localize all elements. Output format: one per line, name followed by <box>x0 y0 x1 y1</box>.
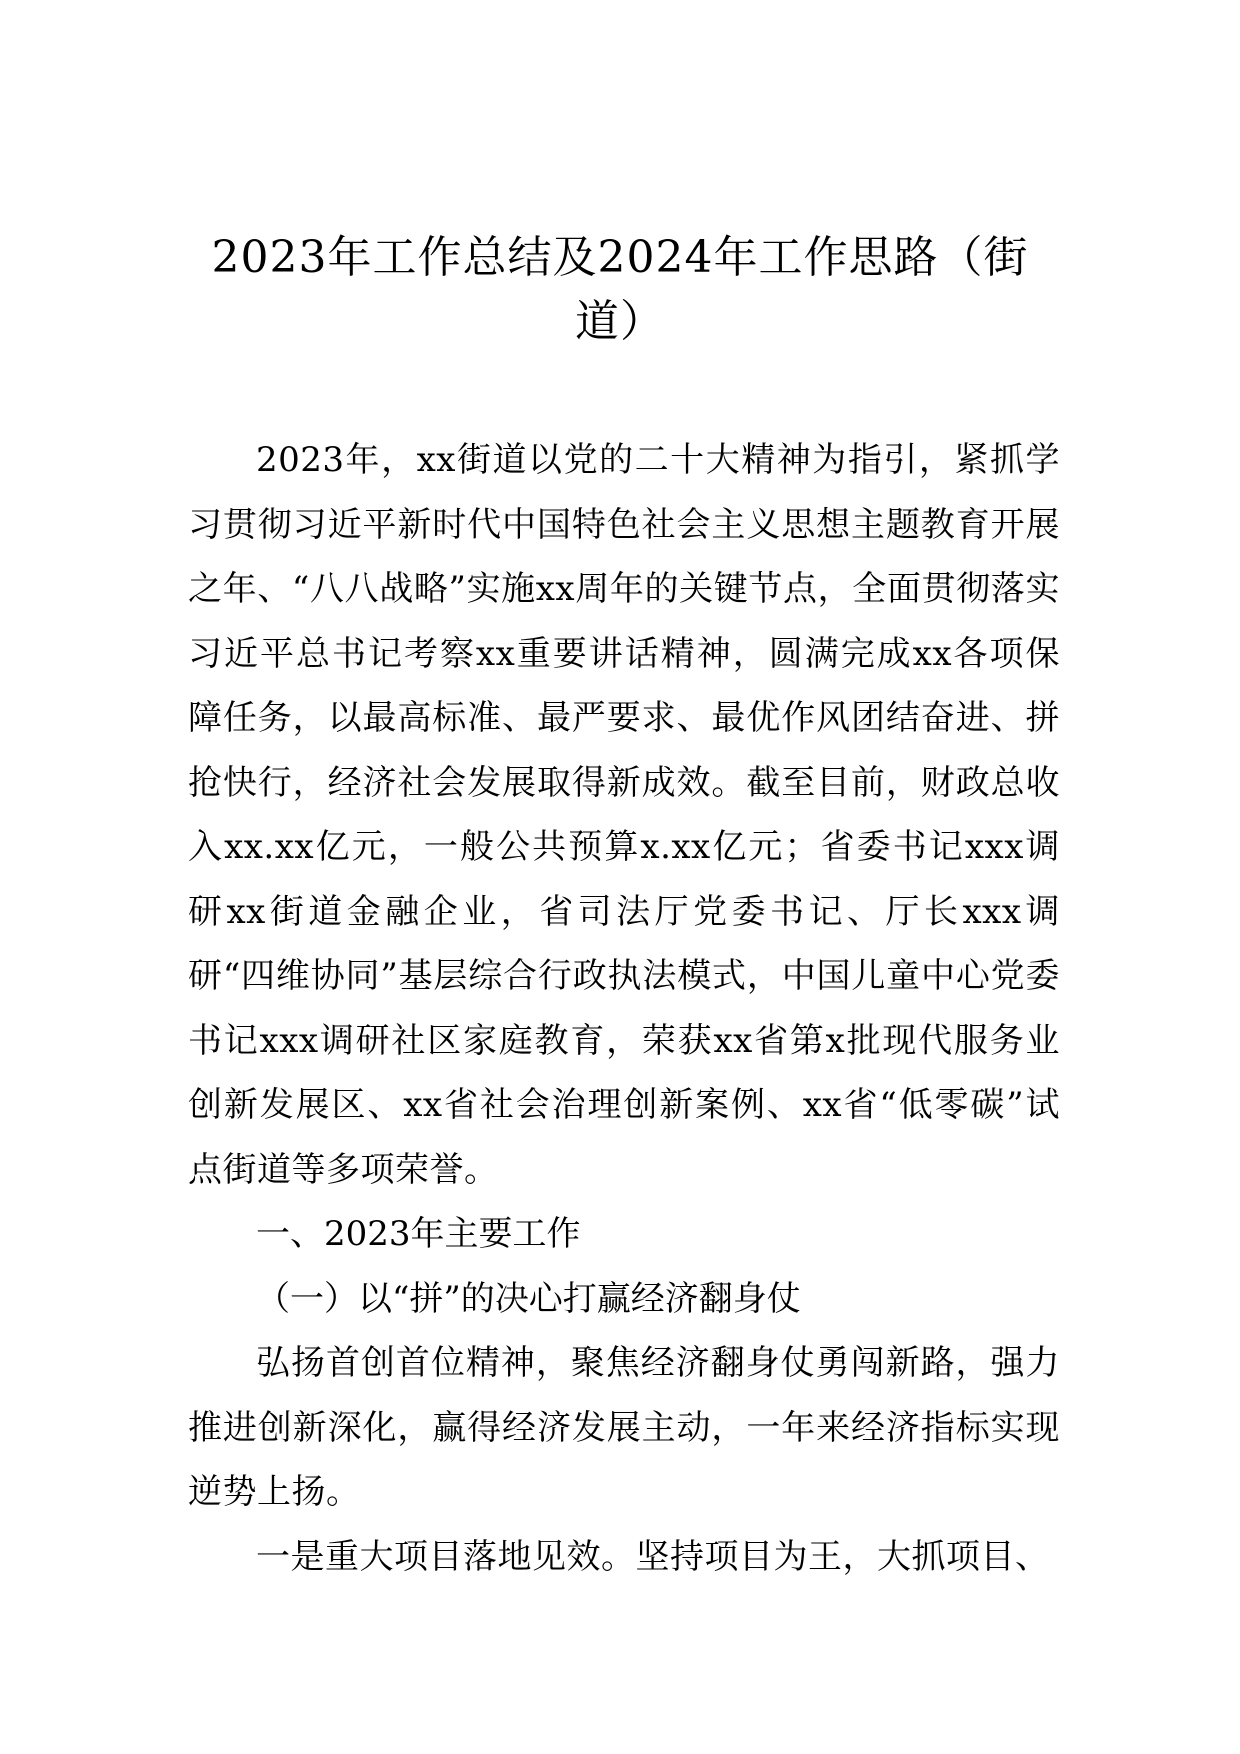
subsection-heading-1: （一）以“拼”的决心打赢经济翻身仗 <box>256 1278 801 1319</box>
document-body <box>188 428 1060 1589</box>
point-1-paragraph: 一是重大项目落地见效。坚持项目为王，大抓项目、 <box>256 1536 1050 1577</box>
intro-paragraph: 2023年，xx街道以党的二十大精神为指引，紧抓学习贯彻习近平新时代中国特色社会主义思想主题教育开展之年、“八八战略”实施xx周年的关键节点，全面贯彻落实习近平总书记考察xx重要讲话精神，圆满完成xx各项保障任务，以最高标准、最严要求、最优作风团结奋进、拼抢快行，经济社会发展取得新成效。截至目前，财政总收入xx.xx亿元，一般公共预算x.xx亿元；省委书记xxx调研xx街道金融企业，省司法厅党委书记、厅长xxx调研“四维协同”基层综合行政执法模式，中国儿童中心党委书记xxx调研社区家庭教育，荣获xx省第x批现代服务业创新发展区、xx省社会治理创新案例、xx省“低零碳”试点街道等多项荣誉。 <box>188 440 1060 1190</box>
section-heading-1: 一、2023年主要工作 <box>256 1214 581 1254</box>
subsection-1-paragraph: 弘扬首创首位精神，聚焦经济翻身仗勇闯新路，强力推进创新深化，赢得经济发展主动，一年来经济指标实现逆势上扬。 <box>188 1343 1060 1512</box>
document-title: 2023年工作总结及2024年工作思路（街道） <box>211 232 1029 347</box>
